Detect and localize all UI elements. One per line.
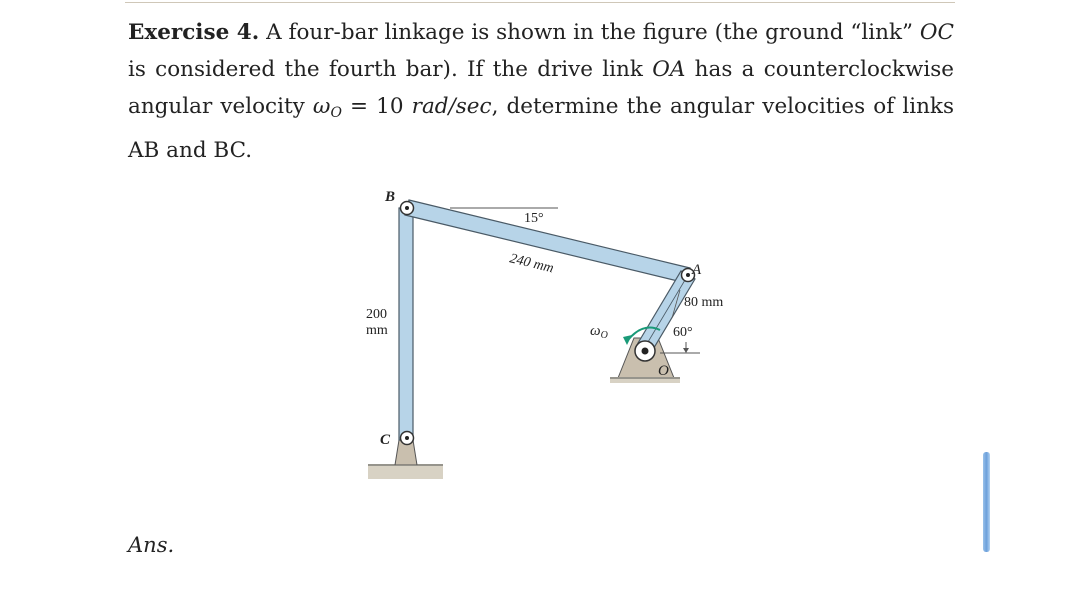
omega-symbol: ω <box>312 94 331 119</box>
exercise-label: Exercise 4. <box>128 20 260 45</box>
label-o: O <box>658 363 669 379</box>
label-a: A <box>692 262 702 278</box>
omega-arrow-head <box>623 335 632 345</box>
pin-o-dot <box>642 348 649 355</box>
label-angle-oa: 60° <box>673 325 693 340</box>
blue-pen-mark <box>983 452 990 552</box>
label-length-bc-value: 200 <box>366 307 387 322</box>
label-omega-symbol: ω <box>590 323 601 339</box>
statement-part-3: has a counterclockwise angular velocity <box>128 57 954 119</box>
link-oa: OA <box>652 57 686 82</box>
label-c: C <box>380 432 391 448</box>
label-omega-sub: O <box>600 330 608 341</box>
answer-label: Ans. <box>128 533 175 557</box>
label-angle-ab: 15° <box>524 211 544 226</box>
omega-subscript: O <box>330 105 342 121</box>
omega-unit: rad/sec <box>411 94 492 119</box>
pin-b-dot <box>405 206 409 210</box>
link-oc: OC <box>919 20 954 45</box>
statement-part-4: , determine the angular velocities of links AB and BC. <box>128 94 954 163</box>
label-length-bc-unit: mm <box>366 323 388 338</box>
link-bc <box>399 208 413 440</box>
label-omega <box>590 323 608 341</box>
ground-c <box>368 464 443 479</box>
statement-part-1: A four-bar linkage is shown in the figure (the ground “link” <box>266 20 914 45</box>
label-length-oa: 80 mm <box>684 295 724 310</box>
label-b: B <box>385 189 396 205</box>
pin-c-dot <box>405 436 409 440</box>
pin-a-dot <box>686 273 690 277</box>
statement-part-2: is considered the fourth bar). If the drive link <box>128 57 643 82</box>
omega-value: = 10 <box>350 94 404 119</box>
label-length-ab: 240 mm <box>508 251 556 277</box>
ref-arrow-60-head <box>683 348 689 353</box>
